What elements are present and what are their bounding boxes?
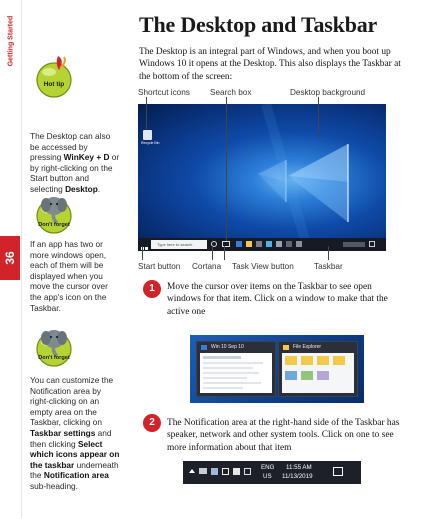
dont-forget-label-2: Don't forget: [38, 355, 70, 361]
taskbar-app-icon[interactable]: [256, 241, 262, 247]
taskbar-app-icon[interactable]: [286, 241, 292, 247]
callout-cortana: Cortana: [192, 262, 222, 271]
hot-tip-text: The Desktop can also be accessed by pressing WinKey + D or by right-clicking on the Start button and selecting Desktop.: [30, 131, 120, 194]
recycle-bin-label: Recycle Bin: [141, 141, 160, 145]
intro-paragraph: The Desktop is an integral part of Windows, and when you boot up Windows 10 it opens at the Desktop. This also displays the Taskbar at the bottom of the screen:: [139, 47, 401, 82]
callout-line: [224, 246, 225, 260]
dont-forget-text-1: If an app has two or more windows open, each of them will be displayed when you move the cursor over the app's icon on the Taskbar.: [30, 239, 108, 313]
folder-icon: [283, 345, 289, 350]
callout-line: [142, 246, 143, 260]
desktop-screenshot: [138, 104, 386, 251]
taskbar-thumbnails-screenshot: [190, 335, 364, 403]
callout-line: [226, 97, 227, 241]
callout-line: [318, 97, 319, 139]
dont-forget-text-2: You can customize the Notification area by right-clicking on an empty area on the Taskbar, clicking on Taskbar settings and then clicking Select which icons appear on the taskbar underneath the Notification area sub-heading.: [30, 375, 120, 491]
page-title: The Desktop and Taskbar: [139, 12, 378, 37]
dont-forget-label-1: Don't forget: [38, 222, 70, 228]
hot-tip-label: Hot tip: [43, 81, 65, 88]
notification-area[interactable]: [343, 242, 365, 247]
taskbar-app-icon[interactable]: [236, 241, 242, 247]
taskbar-app-icon[interactable]: [276, 241, 282, 247]
app-icon: [201, 345, 207, 350]
callout-task-view-button: Task View button: [232, 262, 294, 271]
tray-date[interactable]: 11/13/2019: [282, 473, 313, 480]
step-text-1: Move the cursor over items on the Taskbar to see open windows for that item. Click on a window to make that the active one: [167, 282, 388, 317]
window-thumbnail[interactable]: Win 10 Sep 10: [196, 341, 276, 397]
taskbar-search-box[interactable]: Type here to search: [151, 240, 207, 249]
speaker-icon[interactable]: [233, 468, 240, 475]
tray-region[interactable]: US: [263, 473, 272, 480]
callout-start-button: Start button: [138, 262, 181, 271]
callout-taskbar: Taskbar: [314, 262, 343, 271]
file-explorer-taskbar-icon[interactable]: [246, 241, 252, 247]
action-center-icon[interactable]: [333, 467, 343, 476]
page-number-tab: 36: [0, 236, 20, 280]
action-center-icon[interactable]: [369, 241, 375, 247]
tray-language[interactable]: ENG: [261, 464, 275, 471]
callout-line: [212, 246, 213, 260]
network-icon[interactable]: [222, 468, 229, 475]
dont-forget-elephant-icon: [34, 192, 78, 238]
notification-tray-screenshot: [183, 461, 361, 484]
recycle-bin-icon[interactable]: [143, 130, 152, 140]
callout-desktop-background: Desktop background: [290, 88, 366, 97]
taskbar-app-icon[interactable]: [266, 241, 272, 247]
dont-forget-elephant-icon: [34, 325, 78, 371]
window-thumbnail[interactable]: File Explorer: [278, 341, 358, 397]
callout-line: [328, 246, 329, 260]
onedrive-icon[interactable]: [199, 468, 207, 474]
hot-tip-icon: [34, 56, 78, 102]
chevron-up-icon[interactable]: [189, 469, 195, 473]
step-number-1: 1: [143, 280, 161, 298]
callout-line: [146, 97, 147, 129]
step-text-2: The Notification area at the right-hand side of the Taskbar has speaker, network and other system tools. Click on one to see more information about that item: [167, 418, 400, 453]
callout-shortcut-icons: Shortcut icons: [138, 88, 190, 97]
taskbar: [138, 238, 386, 251]
callout-search-box: Search box: [210, 88, 252, 97]
tray-time[interactable]: 11:55 AM: [286, 464, 312, 471]
taskbar-app-icon[interactable]: [296, 241, 302, 247]
chapter-label: Getting Started: [7, 15, 15, 67]
step-number-2: 2: [143, 414, 161, 432]
dropbox-icon[interactable]: [211, 468, 218, 475]
battery-icon[interactable]: [244, 468, 251, 475]
